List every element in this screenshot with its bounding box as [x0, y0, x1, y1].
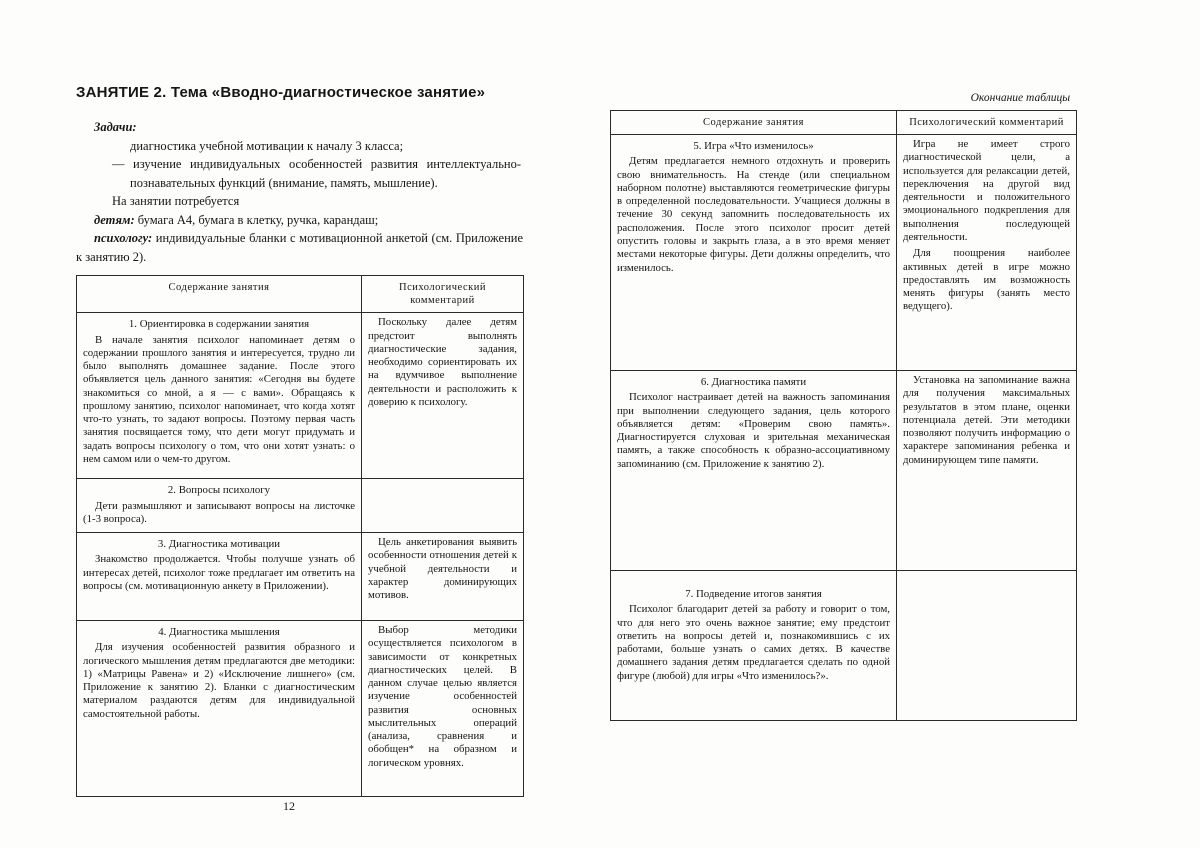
- col-header-content: Содержание занятия: [77, 276, 362, 313]
- comment-text: Установка на запоминание важна для получения максимальных результатов в этом плане, оценки потенциала детей. Эти методики позволяют получить информацию о характере запоминания ребенка и доминирующем типе памяти.: [903, 374, 1070, 466]
- table-header-row: [77, 276, 524, 313]
- section-title: 7. Подведение итогов занятия: [685, 588, 822, 601]
- comment-text: Поскольку далее детям предстоит выполнять диагностические задания, необходимо сориентировать их на вдумчивое выполнение деятельности и расположить к доверию к психологу.: [368, 316, 517, 408]
- comment-cell: [362, 313, 524, 479]
- comment-cell: [362, 533, 524, 621]
- content-cell: [611, 371, 897, 571]
- left-page-column: [76, 84, 523, 797]
- task-item-1: диагностика учебной мотивации к началу 3 класса;: [130, 138, 404, 153]
- lesson-table-right: [610, 110, 1077, 721]
- col-header-content: Содержание занятия: [611, 111, 897, 135]
- comment-text: Выбор методики осуществляется психологом в зависимости от конкретных диагностических целей. В данном случае целью является изучение особенностей развития основных мыслительных операций (анализа, сравнения и обобщен* на образном и логическом уровнях.: [368, 624, 517, 769]
- content-cell: [611, 571, 897, 721]
- section-body: Психолог благодарит детей за работу и говорит о том, что для него это очень важное занятие; ему предстоит ответить на вопросы детей и, познакомившись с их работами, больше узнать о самих детях. В качестве домашнего задания детям предлагается сделать по одной фигуре (любой) для игры «Что изменилось?».: [617, 603, 890, 682]
- section-body: Для изучения особенностей развития образного и логического мышления детям предлагаются две методики: 1) «Матрицы Равена» и 2) «Исключение лишнего» (см. Приложение к занятию 2). Бланки с диагностическим материалом раздаются детям для индивидуальной самостоятельной работы.: [83, 641, 355, 720]
- section-body: В начале занятия психолог напоминает детям о содержании прошлого занятия и интересуется, трудно ли было выполнять домашнее задание. После этого объявляется цель данного занятия: «Сегодня вы будете знакомиться со мной, а я — с вами». Обращаясь к прошлому занятию, психолог напоминает, что когда хотят что-то узнать, то задают вопросы. Поэтому первая часть занятия посвящается тому, что дети могут придумать и задать вопросы психологу о том, что они хотят узнать: о нем самом или о чем-то другом.: [83, 333, 355, 465]
- lesson-table-left: [76, 275, 524, 797]
- comment-cell: [897, 571, 1077, 721]
- lesson-title: ЗАНЯТИЕ 2. Тема «Вводно-диагностическое занятие»: [76, 84, 486, 101]
- materials-children: детям: бумага А4, бумага в клетку, ручка, карандаш;: [94, 212, 379, 227]
- right-page-column: [610, 92, 1076, 721]
- table-row: [611, 571, 1077, 721]
- content-cell: [77, 533, 362, 621]
- table-header-row: [611, 111, 1077, 135]
- materials-psychologist: психологу: индивидуальные бланки с мотивационной анкетой (см. Приложение к занятию 2).: [76, 231, 523, 264]
- table-continuation-note: Окончание таблицы: [970, 92, 1070, 104]
- tasks-label: Задачи:: [94, 120, 137, 134]
- comment-cell: [362, 479, 524, 533]
- task-item-2: — изучение индивидуальных особенностей развития интеллектуально-познавательных функций (внимание, память, мышление).: [112, 157, 521, 190]
- table-row: [77, 533, 524, 621]
- section-body: Детям предлагается немного отдохнуть и проверить свою внимательность. На стенде (или специальном наборном полотне) выставляются геометрические фигуры в определенной последовательности. Учащиеся должны в течение 30 секунд запомнить последовательность их расположения. После этого психолог просит детей опустить головы и закрыть глаза, а в это время меняет местами некоторые фигуры. Дети должны определить, что изменилось.: [617, 155, 890, 274]
- comment-text: Игра не имеет строго диагностической цели, а используется для релаксации детей, переключения на другой вид деятельности и положительного эмоционального подкрепления для выполнения последующей деятельности.: [903, 138, 1070, 243]
- col-header-comment: Психологический комментарий: [897, 111, 1077, 135]
- section-title: 4. Диагностика мышления: [158, 626, 280, 639]
- section-body: Психолог настраивает детей на важность запоминания при выполнении следующего задания, цель которого объявляется детям: «Проверим свою память». Диагностируется слуховая и зрительная механическая память, а также способность к образно-ассоциативному запоминанию (см. Приложение к занятию 2).: [617, 391, 890, 470]
- comment-cell: [897, 371, 1077, 571]
- section-body: Дети размышляют и записывают вопросы на листочке (1-3 вопроса).: [83, 499, 355, 525]
- table-row: [611, 135, 1077, 371]
- section-title: 1. Ориентировка в содержании занятия: [128, 318, 310, 331]
- section-title: 5. Игра «Что изменилось»: [693, 140, 814, 153]
- page-number: 12: [283, 799, 295, 813]
- section-title: 6. Диагностика памяти: [700, 376, 807, 389]
- content-cell: [611, 135, 897, 371]
- content-cell: [77, 313, 362, 479]
- col-header-comment: Психологический комментарий: [362, 276, 524, 313]
- comment-cell: [362, 621, 524, 797]
- comment-cell: [897, 135, 1077, 371]
- table-row: [77, 313, 524, 479]
- section-title: 2. Вопросы психологу: [167, 484, 271, 497]
- table-row: [77, 621, 524, 797]
- section-title: 3. Диагностика мотивации: [157, 538, 281, 551]
- comment-text: Цель анкетирования выявить особенности отношения детей к учебной деятельности и характер доминирующих мотивов.: [368, 536, 517, 602]
- content-cell: [77, 479, 362, 533]
- section-body: Знакомство продолжается. Чтобы получше узнать об интересах детей, психолог тоже предлагает им ответить на вопросы (см. мотивационную анкету в Приложении).: [83, 553, 355, 592]
- table-row: [611, 371, 1077, 571]
- comment-text: Для поощрения наиболее активных детей в игре можно предоставлять им возможность менять фигуры (занять место ведущего).: [903, 247, 1070, 313]
- table-row: [77, 479, 524, 533]
- materials-intro: На занятии потребуется: [112, 194, 240, 208]
- lesson-intro: [76, 118, 523, 266]
- content-cell: [77, 621, 362, 797]
